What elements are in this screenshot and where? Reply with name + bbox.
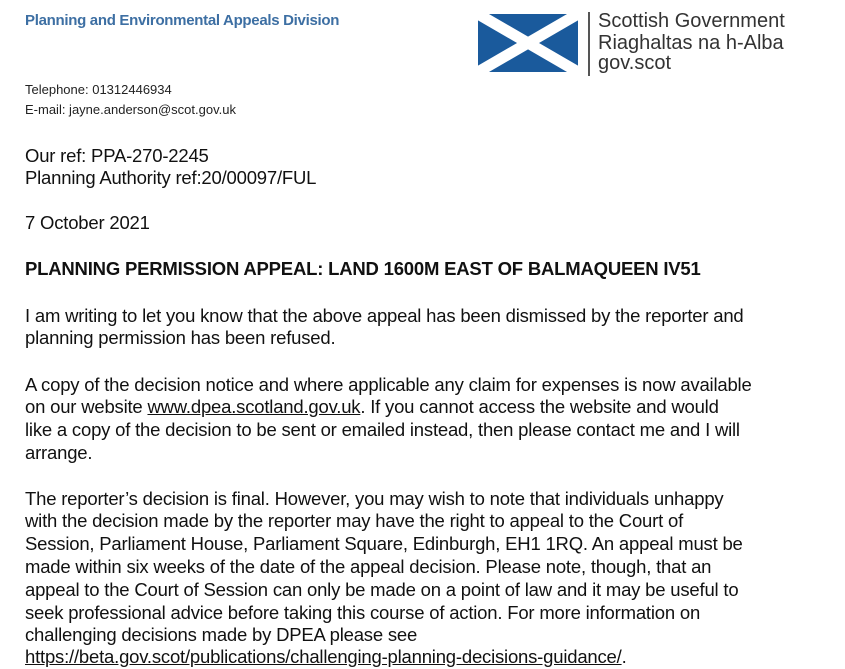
- dpea-website-link[interactable]: www.dpea.scotland.gov.uk: [147, 396, 361, 417]
- telephone: Telephone: 01312446934: [25, 82, 172, 97]
- division-name: Planning and Environmental Appeals Division: [25, 12, 340, 29]
- para2-text: . If you cannot access the website and would: [360, 396, 719, 417]
- para2-line: A copy of the decision notice and where applicable any claim for expenses is now available: [25, 374, 752, 395]
- para3-line: appeal to the Court of Session can only be made on a point of law and it may be useful to: [25, 579, 739, 600]
- email: E-mail: jayne.anderson@scot.gov.uk: [25, 102, 236, 117]
- para2-text: on our website: [25, 396, 148, 417]
- letter-date: 7 October 2021: [25, 212, 150, 233]
- para3-line: seek professional advice before taking this course of action. For more information on: [25, 602, 701, 623]
- para3-line: The reporter’s decision is final. However, you may wish to note that individuals unhappy: [25, 488, 724, 509]
- para2-line: arrange.: [25, 442, 93, 463]
- logo-line2: Riaghaltas na h-Alba: [598, 32, 784, 54]
- para3-line: [25, 646, 627, 668]
- logo-line3: gov.scot: [598, 52, 671, 74]
- guidance-link[interactable]: https://beta.gov.scot/publications/challenging-planning-decisions-guidance/: [25, 646, 622, 667]
- scottish-government-logo: [478, 10, 828, 78]
- our-ref: Our ref: PPA-270-2245: [25, 145, 209, 166]
- para1-line: planning permission has been refused.: [25, 327, 336, 348]
- para3-line: challenging decisions made by DPEA please see: [25, 624, 418, 645]
- para3-text: .: [621, 646, 627, 667]
- para3-line: with the decision made by the reporter may have the right to appeal to the Court of: [25, 510, 684, 531]
- logo-divider: [588, 12, 590, 76]
- para3-line: made within six weeks of the date of the appeal decision. Please note, though, that an: [25, 556, 712, 577]
- logo-line1: Scottish Government: [598, 10, 785, 32]
- para2-line: [25, 396, 719, 418]
- saltire-flag-icon: [478, 14, 578, 72]
- authority-ref: Planning Authority ref:20/00097/FUL: [25, 167, 317, 188]
- para2-line: like a copy of the decision to be sent or emailed instead, then please contact me and I will: [25, 419, 740, 440]
- para3-line: Session, Parliament House, Parliament Square, Edinburgh, EH1 1RQ. An appeal must be: [25, 533, 743, 554]
- letter-heading: PLANNING PERMISSION APPEAL: LAND 1600M EAST OF BALMAQUEEN IV51: [25, 258, 701, 279]
- para1-line: I am writing to let you know that the above appeal has been dismissed by the reporter and: [25, 305, 744, 326]
